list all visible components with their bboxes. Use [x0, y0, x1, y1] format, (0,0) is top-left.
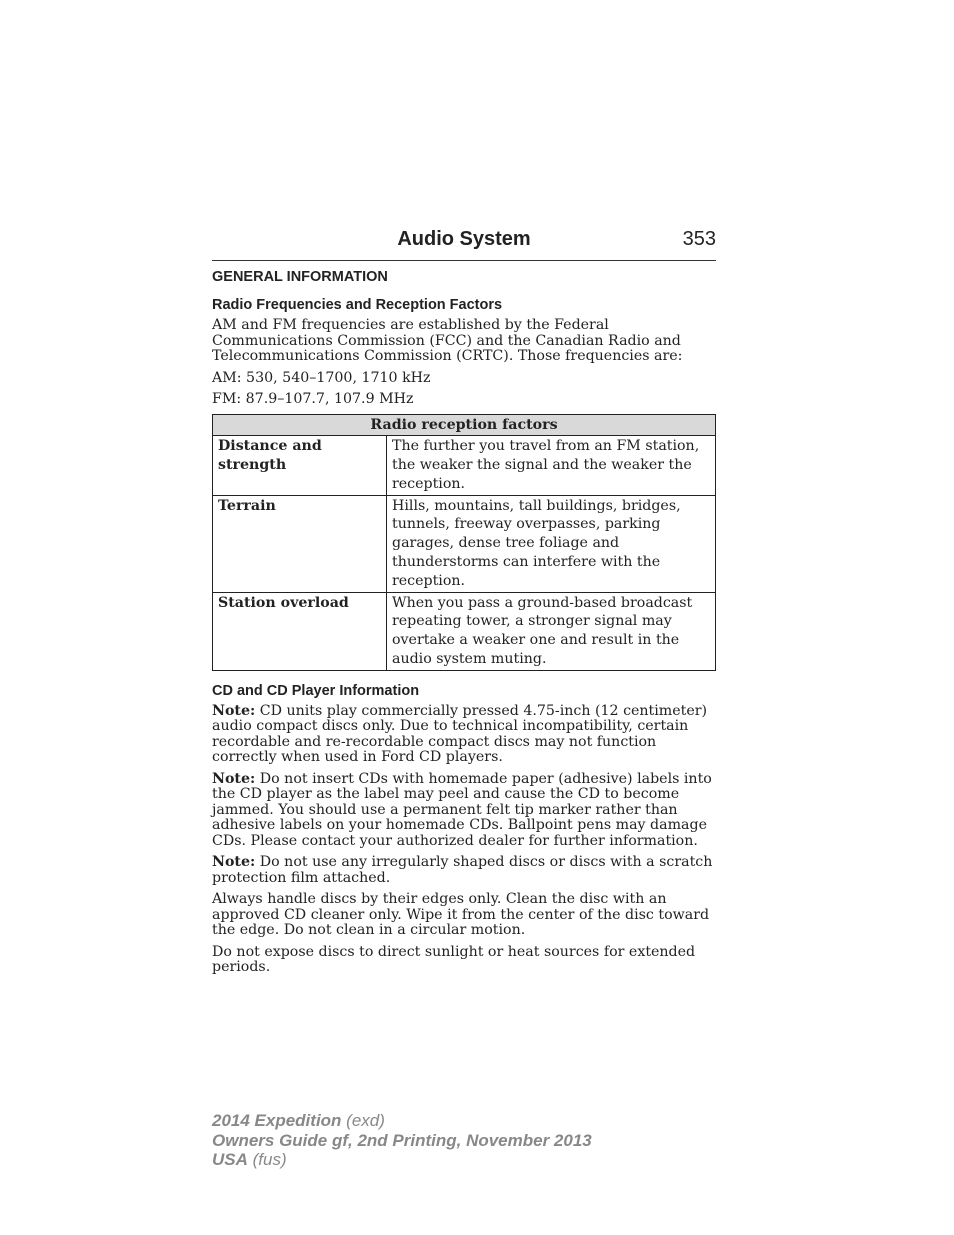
note-paragraph: [212, 772, 716, 850]
description-cell: Hills, mountains, tall buildings, bridges, tunnels, freeway overpasses, parking garages, dense tree foliage and thunderstorms can interfere with the reception.: [387, 495, 716, 592]
footer-model-code: (exd): [341, 1111, 385, 1130]
reception-factors-table: [212, 414, 716, 671]
table-header: Radio reception factors: [213, 414, 716, 436]
footer-market-code: (fus): [247, 1150, 287, 1169]
note-paragraph: [212, 704, 716, 766]
table-row: [213, 495, 716, 592]
table-header-row: [213, 414, 716, 436]
am-frequencies: AM: 530, 540–1700, 1710 kHz: [212, 369, 431, 386]
description-cell: The further you travel from an FM station, the weaker the signal and the weaker the reception.: [387, 436, 716, 495]
note-text: CD units play commercially pressed 4.75-inch (12 centimeter) audio compact discs only. Due to technical incompatibility, certain recordable and re-recordable compact discs may not function correctly when used in Ford CD players.: [212, 702, 708, 766]
footer-line: [212, 1131, 592, 1151]
note-text: Do not insert CDs with homemade paper (adhesive) labels into the CD player as the label may peel and cause the CD to become jammed. You should use a permanent felt tip marker rather than adhesive labels on your homemade CDs. Ballpoint pens may damage CDs. Please contact your authorized dealer for further information.: [212, 770, 712, 849]
chapter-title: Audio System: [397, 228, 531, 250]
footer-model: 2014 Expedition: [212, 1111, 342, 1130]
radio-heading: Radio Frequencies and Reception Factors: [212, 297, 503, 313]
factor-cell: Terrain: [213, 495, 387, 592]
page-number: 353: [682, 228, 716, 250]
cd-heading: CD and CD Player Information: [212, 682, 420, 699]
note-text: Do not use any irregularly shaped discs or discs with a scratch protection film attached.: [212, 854, 713, 886]
page-header: [212, 228, 716, 261]
radio-intro: AM and FM frequencies are established by the Federal Communications Commission (FCC) and the Canadian Radio and Telecommunications Commission (CRTC). Those frequencies are:: [212, 317, 683, 364]
table-row: [213, 592, 716, 670]
note-label: Note:: [212, 770, 256, 787]
manual-page: [212, 228, 716, 982]
sunlight-paragraph: Do not expose discs to direct sunlight or heat sources for extended periods.: [212, 943, 696, 976]
page-footer: [212, 1111, 592, 1170]
factor-cell: Station overload: [213, 592, 387, 670]
footer-line: [212, 1150, 592, 1170]
description-cell: When you pass a ground-based broadcast repeating tower, a stronger signal may overtake a weaker one and result in the audio system muting.: [387, 592, 716, 670]
note-label: Note:: [212, 854, 256, 871]
footer-market: USA: [212, 1150, 248, 1169]
note-paragraph: [212, 855, 716, 886]
handling-paragraph: Always handle discs by their edges only. Clean the disc with an approved CD cleaner only. Wipe it from the center of the disc toward the edge. Do not clean in a circular motion.: [212, 891, 710, 939]
note-label: Note:: [212, 702, 256, 719]
table-row: [213, 436, 716, 495]
fm-frequencies: FM: 87.9–107.7, 107.9 MHz: [212, 391, 414, 407]
factor-cell: Distance and strength: [213, 436, 387, 495]
footer-line: [212, 1111, 592, 1131]
footer-edition: Owners Guide gf, 2nd Printing, November 2013: [212, 1130, 592, 1150]
section-title: GENERAL INFORMATION: [212, 269, 388, 285]
